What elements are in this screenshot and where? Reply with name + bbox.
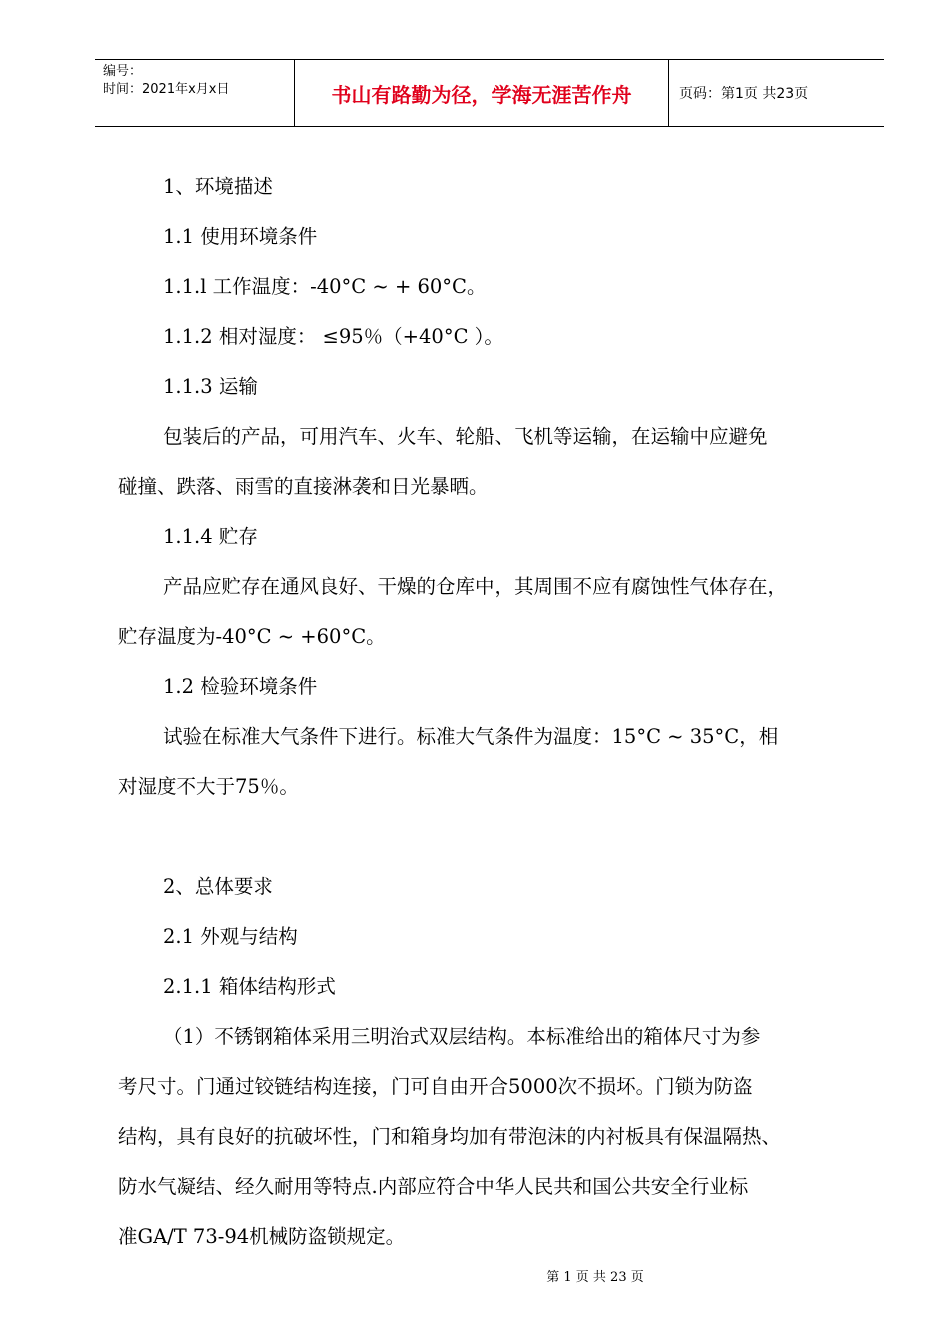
paragraph-line: 试验在标准大气条件下进行。标准大气条件为温度：15°C ~ 35°C，相 (163, 725, 779, 748)
header-meta (95, 60, 295, 126)
subsection-heading: 1.2 检验环境条件 (163, 675, 318, 698)
paragraph-line: 对湿度不大于75％。 (118, 775, 299, 798)
time-label: 时间：2021年x月x日 (103, 82, 230, 97)
paragraph-line: 产品应贮存在通风良好、干燥的仓库中，其周围不应有腐蚀性气体存在， (163, 575, 788, 598)
subsection-heading: 1.1.3 运输 (163, 375, 258, 398)
page-footer (0, 1266, 950, 1285)
paragraph-line: 碰撞、跌落、雨雪的直接淋袭和日光暴晒。 (118, 475, 489, 498)
subsection-heading: 2.1 外观与结构 (163, 925, 298, 948)
section-heading: 2、总体要求 (163, 875, 273, 898)
subsection-heading: 2.1.1 箱体结构形式 (163, 975, 336, 998)
spacer (118, 812, 863, 862)
paragraph-line: 结构，具有良好的抗破坏性，门和箱身均加有带泡沫的内衬板具有保温隔热、 (118, 1125, 782, 1148)
paragraph-line: 考尺寸。门通过铰链结构连接，门可自由开合5000次不损坏。门锁为防盗 (118, 1075, 753, 1098)
subsection-heading: 1.1 使用环境条件 (163, 225, 318, 248)
header-slogan: 书山有路勤为径，学海无涯苦作舟 (295, 60, 669, 126)
number-label: 编号： (103, 64, 143, 79)
header-page-info: 页码：第1页 共23页 (679, 86, 809, 102)
document-body (118, 162, 863, 1262)
paragraph-line: 1.1.l 工作温度：-40°C ~ + 60°C。 (163, 275, 487, 298)
paragraph-line: （1）不锈钢箱体采用三明治式双层结构。本标准给出的箱体尺寸为参 (163, 1025, 761, 1048)
paragraph-line: 包装后的产品，可用汽车、火车、轮船、飞机等运输，在运输中应避免 (163, 425, 768, 448)
paragraph-line: 1.1.2 相对湿度： ≤95％（+40°C ）。 (163, 325, 504, 348)
paragraph-line: 准GA/T 73-94机械防盗锁规定。 (118, 1225, 406, 1248)
subsection-heading: 1.1.4 贮存 (163, 525, 258, 548)
paragraph-line: 防水气凝结、经久耐用等特点.内部应符合中华人民共和国公共安全行业标 (118, 1175, 749, 1198)
section-heading: 1、环境描述 (163, 175, 273, 198)
footer-page-number: 第 1 页 共 23 页 (546, 1270, 644, 1285)
page-header (95, 59, 884, 127)
paragraph-line: 贮存温度为-40°C ~ +60°C。 (118, 625, 386, 648)
